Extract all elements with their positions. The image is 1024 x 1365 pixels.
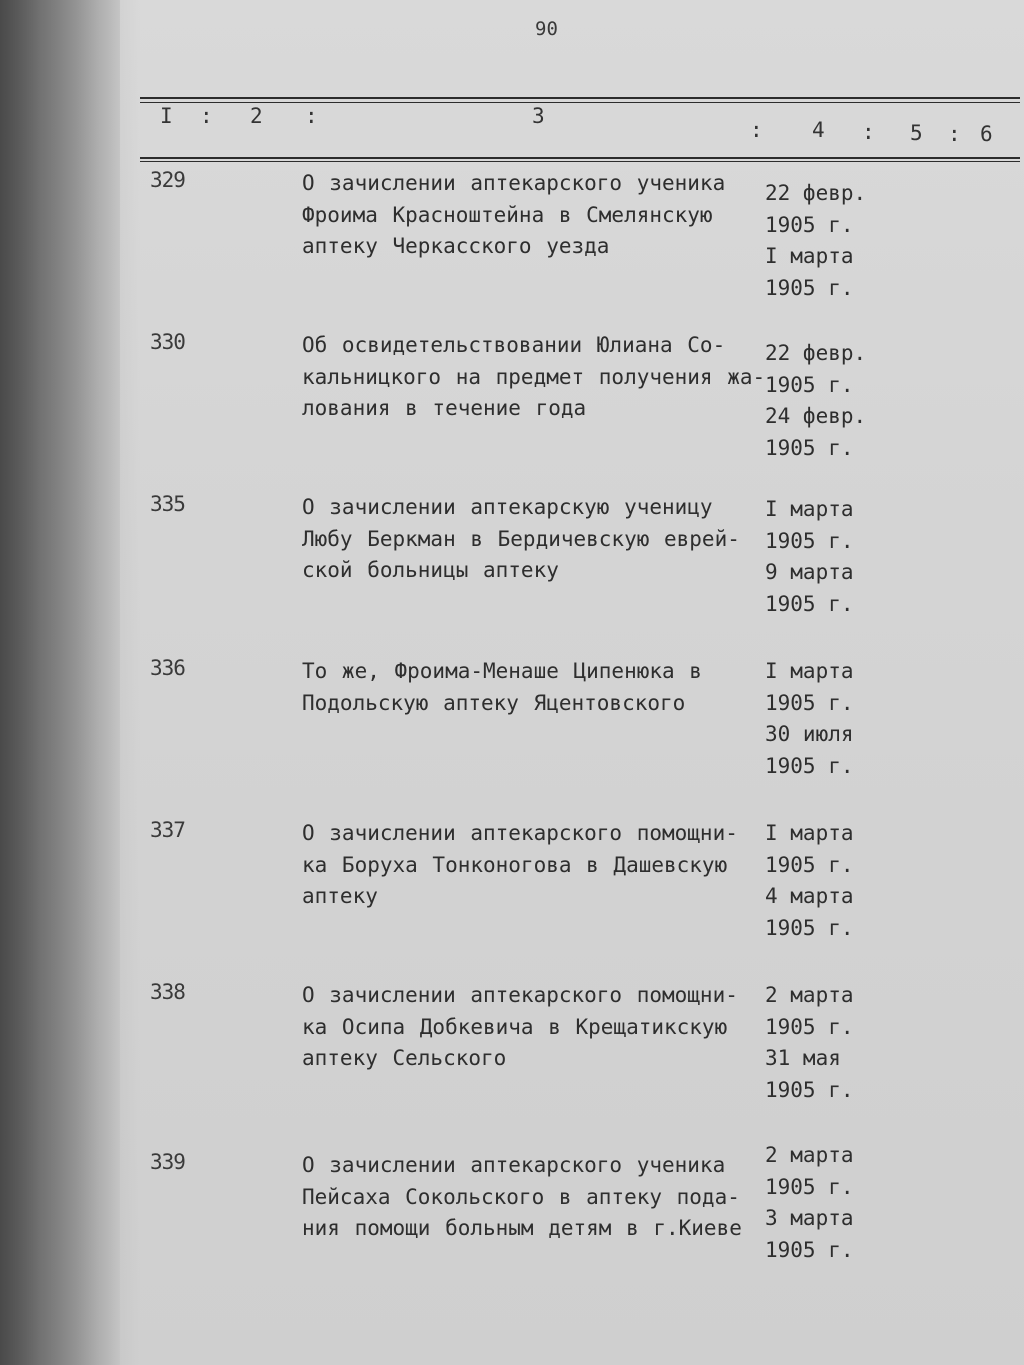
entry-number: 339: [150, 1150, 185, 1174]
header-sep-2: :: [305, 104, 318, 128]
date-line: 30 июля: [765, 722, 854, 746]
header-rule-bottom: [140, 157, 1020, 159]
header-sep-5: :: [948, 122, 961, 146]
entry-dates: [765, 1140, 875, 1266]
page-number: 90: [535, 18, 558, 40]
date-line: 1905 г.: [765, 591, 854, 616]
date-line: 2 марта: [765, 983, 854, 1007]
entry-title: [302, 1150, 772, 1245]
header-rule-bottom-inner: [140, 161, 1020, 162]
title-line: О зачислении аптекарскую ученицу: [302, 495, 713, 519]
entry-number: 336: [150, 656, 185, 680]
title-line: лования в течение года: [302, 396, 587, 420]
date-line: 1905 г.: [765, 275, 854, 300]
title-line: Фроима Красноштейна в Смелянскую: [302, 202, 713, 227]
header-sep-3: :: [750, 118, 763, 142]
date-line: 1905 г.: [765, 852, 854, 877]
header-rule-top-inner: [140, 102, 1020, 103]
date-line: I марта: [765, 659, 854, 683]
title-line: кальницкого на предмет получения жа-: [302, 364, 766, 389]
date-line: 1905 г.: [765, 690, 854, 715]
title-line: ния помощи больным детям в г.Киеве: [302, 1216, 742, 1240]
date-line: 1905 г.: [765, 753, 854, 778]
entry-dates: [765, 818, 875, 944]
entry-dates: [765, 980, 875, 1106]
title-line: аптеку Черкасского уезда: [302, 234, 610, 258]
title-line: О зачислении аптекарского ученика: [302, 171, 726, 195]
entry-dates: [765, 338, 875, 464]
title-line: То же, Фроима-Менаше Ципенюка в: [302, 659, 702, 683]
date-line: 1905 г.: [765, 372, 854, 397]
header-col-1: I: [160, 104, 173, 128]
title-line: Пейсаха Сокольского в аптеку пода-: [302, 1184, 740, 1209]
date-line: 24 февр.: [765, 404, 867, 428]
entry-dates: [765, 178, 875, 304]
header-col-4: 4: [812, 118, 825, 142]
entry-number: 330: [150, 330, 185, 354]
date-line: 2 марта: [765, 1143, 854, 1167]
title-line: Об освидетельствовании Юлиана Со-: [302, 333, 726, 357]
title-line: О зачислении аптекарского помощни-: [302, 983, 738, 1007]
header-col-2: 2: [250, 104, 263, 128]
entry-number: 338: [150, 980, 185, 1004]
entry-number: 337: [150, 818, 185, 842]
title-line: аптеку Сельского: [302, 1046, 507, 1070]
header-col-3: 3: [532, 104, 545, 128]
entry-number: 329: [150, 168, 185, 192]
entry-dates: [765, 656, 875, 782]
date-line: 22 февр.: [765, 341, 867, 365]
date-line: 31 мая: [765, 1046, 841, 1070]
header-col-5: 5: [910, 121, 923, 145]
date-line: 1905 г.: [765, 1237, 854, 1262]
entry-dates: [765, 494, 875, 620]
title-line: О зачислении аптекарского ученика: [302, 1153, 726, 1177]
date-line: 1905 г.: [765, 1174, 854, 1199]
header-sep-4: :: [862, 120, 875, 144]
entry-title: [302, 980, 772, 1075]
header-rule-top: [140, 97, 1020, 99]
date-line: 1905 г.: [765, 1014, 854, 1039]
title-line: Любу Беркман в Бердичевскую еврей-: [302, 526, 740, 551]
title-line: аптеку: [302, 884, 378, 908]
date-line: I марта: [765, 244, 854, 268]
date-line: 4 марта: [765, 884, 854, 908]
date-line: 1905 г.: [765, 528, 854, 553]
date-line: 9 марта: [765, 560, 854, 584]
header-sep-1: :: [200, 104, 213, 128]
entry-title: [302, 330, 772, 425]
entry-title: [302, 818, 772, 913]
date-line: 1905 г.: [765, 212, 854, 237]
date-line: 1905 г.: [765, 435, 854, 460]
title-line: Подольскую аптеку Яцентовского: [302, 690, 686, 715]
date-line: I марта: [765, 821, 854, 845]
entry-title: [302, 168, 772, 263]
title-line: ка Боруха Тонконогова в Дашевскую: [302, 852, 728, 877]
title-line: ской больницы аптеку: [302, 558, 559, 582]
entry-title: [302, 492, 772, 587]
binding-shadow: [0, 0, 140, 1365]
date-line: 22 февр.: [765, 181, 867, 205]
entry-title: [302, 656, 772, 719]
date-line: I марта: [765, 497, 854, 521]
entry-number: 335: [150, 492, 185, 516]
date-line: 1905 г.: [765, 915, 854, 940]
header-col-6: 6: [980, 122, 993, 146]
title-line: О зачислении аптекарского помощни-: [302, 821, 738, 845]
date-line: 3 марта: [765, 1206, 854, 1230]
date-line: 1905 г.: [765, 1077, 854, 1102]
title-line: ка Осипа Добкевича в Крещатикскую: [302, 1014, 728, 1039]
